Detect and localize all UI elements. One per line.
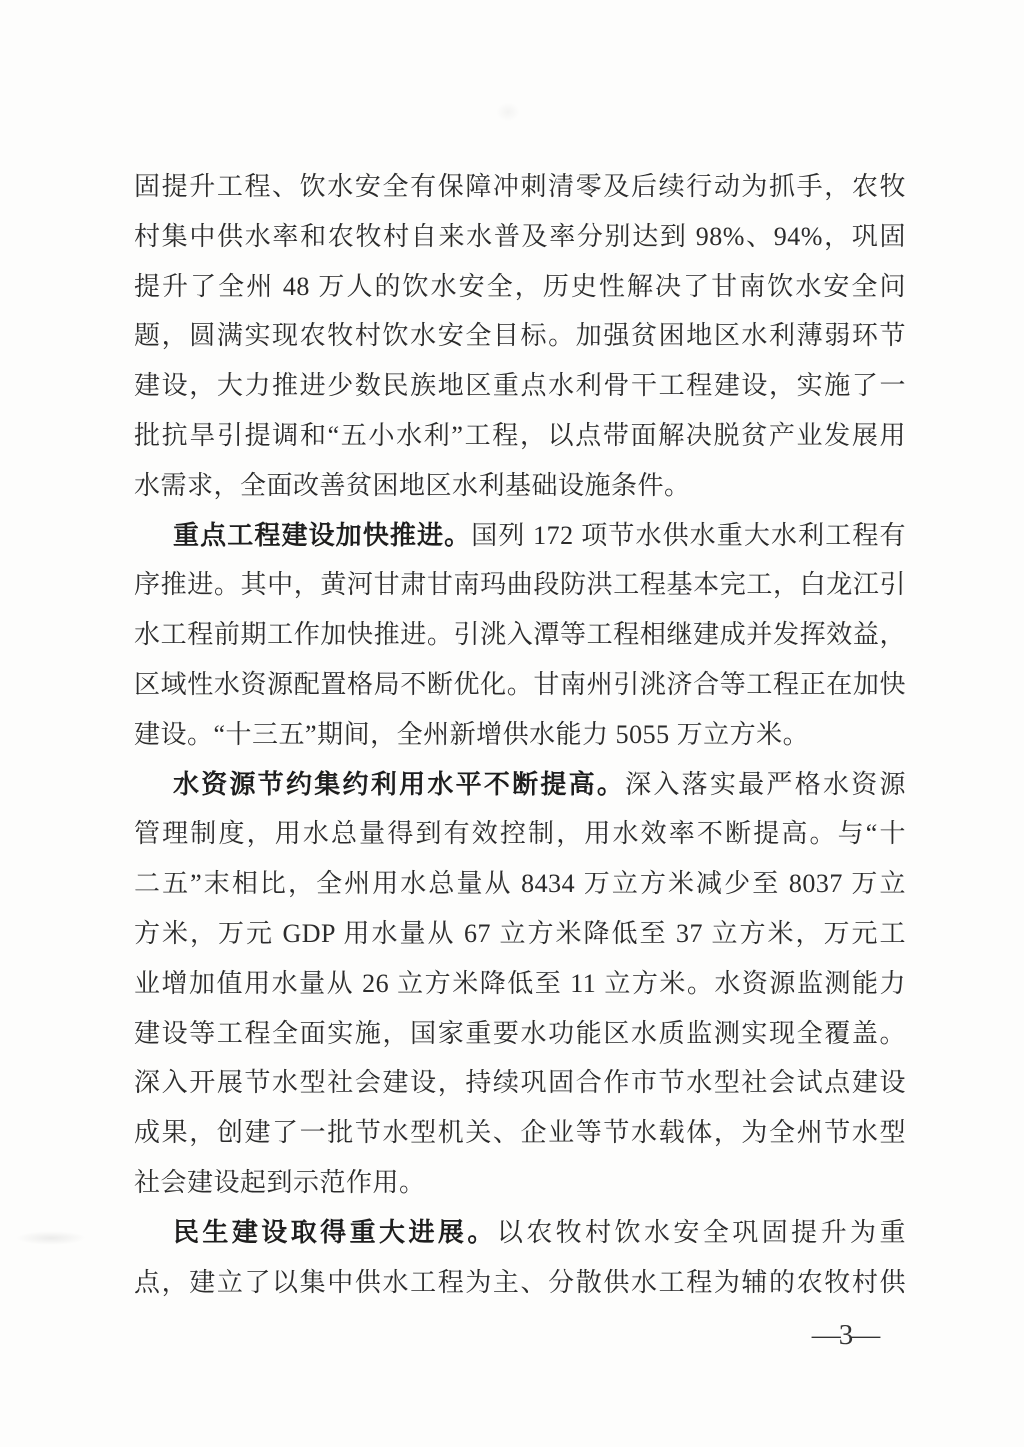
text-run: 二五”末相比，全州用水总量从 8434 万立方米减少至 8037 万立: [134, 869, 906, 899]
text-run: 批抗旱引提调和“五小水利”工程，以点带面解决脱贫产业发展用: [134, 420, 906, 450]
text-line: [134, 1108, 906, 1158]
text-run: 点，建立了以集中供水工程为主、分散供水工程为辅的农牧村供: [134, 1267, 906, 1297]
text-run: 建设等工程全面实施，国家重要水功能区水质监测实现全覆盖。: [134, 1018, 906, 1048]
text-line: [134, 809, 906, 859]
text-run: 固提升工程、饮水安全有保障冲刺清零及后续行动为抓手，农牧: [134, 172, 906, 201]
text-run: 国列 172 项节水供水重大水利工程有: [471, 520, 906, 550]
text-run: 成果，创建了一批节水型机关、企业等节水载体，为全州节水型: [134, 1118, 906, 1148]
text-run: 深入落实最严格水资源: [625, 769, 906, 799]
text-line: [134, 660, 906, 710]
text-line: [134, 859, 906, 909]
text-line: [134, 262, 906, 312]
text-line: [134, 560, 906, 610]
text-line: [134, 760, 906, 810]
section-heading: 重点工程建设加快推进。: [173, 519, 472, 550]
text-run: 深入开展节水型社会建设，持续巩固合作市节水型社会试点建设: [134, 1068, 906, 1098]
text-line: [134, 909, 906, 959]
text-line: [134, 1258, 906, 1308]
section-heading: 民生建设取得重大进展。: [173, 1216, 497, 1247]
text-run: 管理制度，用水总量得到有效控制，用水效率不断提高。与“十: [134, 819, 906, 849]
text-line: [134, 212, 906, 262]
text-line: [134, 1208, 906, 1258]
text-run: 题，圆满实现农牧村饮水安全目标。加强贫困地区水利薄弱环节: [134, 321, 906, 351]
text-line: [134, 411, 906, 461]
text-run: 方米，万元 GDP 用水量从 67 立方米降低至 37 立方米，万元工: [134, 918, 906, 948]
scan-artifact: [497, 103, 519, 121]
text-line: [134, 959, 906, 1009]
text-line: [134, 710, 906, 760]
text-line: [134, 1058, 906, 1108]
text-line: [134, 1009, 906, 1059]
text-run: 业增加值用水量从 26 立方米降低至 11 立方米。水资源监测能力: [134, 968, 906, 998]
page-number: —3—: [811, 1319, 879, 1351]
text-run: 提升了全州 48 万人的饮水安全，历史性解决了甘南饮水安全问: [134, 271, 906, 301]
text-run: 建设。“十三五”期间，全州新增供水能力 5055 万立方米。: [134, 719, 810, 749]
text-line: [134, 610, 906, 660]
text-run: 水工程前期工作加快推进。引洮入潭等工程相继建成并发挥效益，: [134, 620, 906, 650]
text-line: [134, 511, 906, 561]
scan-artifact: [16, 1231, 86, 1245]
document-body: [134, 162, 906, 1307]
text-line: [134, 311, 906, 361]
text-run: 社会建设起到示范作用。: [134, 1167, 426, 1197]
text-line: [134, 461, 906, 511]
text-run: 村集中供水率和农牧村自来水普及率分别达到 98%、94%，巩固: [134, 221, 906, 251]
text-line: [134, 1158, 906, 1208]
text-run: 序推进。其中，黄河甘肃甘南玛曲段防洪工程基本完工，白龙江引: [134, 570, 906, 600]
text-line: [134, 162, 906, 212]
text-run: 水需求，全面改善贫困地区水利基础设施条件。: [134, 470, 691, 500]
text-run: 区域性水资源配置格局不断优化。甘南州引洮济合等工程正在加快: [134, 669, 906, 699]
text-line: [134, 361, 906, 411]
section-heading: 水资源节约集约利用水平不断提高。: [173, 768, 626, 799]
text-run: 建设，大力推进少数民族地区重点水利骨干工程建设，实施了一: [134, 371, 906, 401]
text-run: 以农牧村饮水安全巩固提升为重: [496, 1217, 906, 1247]
